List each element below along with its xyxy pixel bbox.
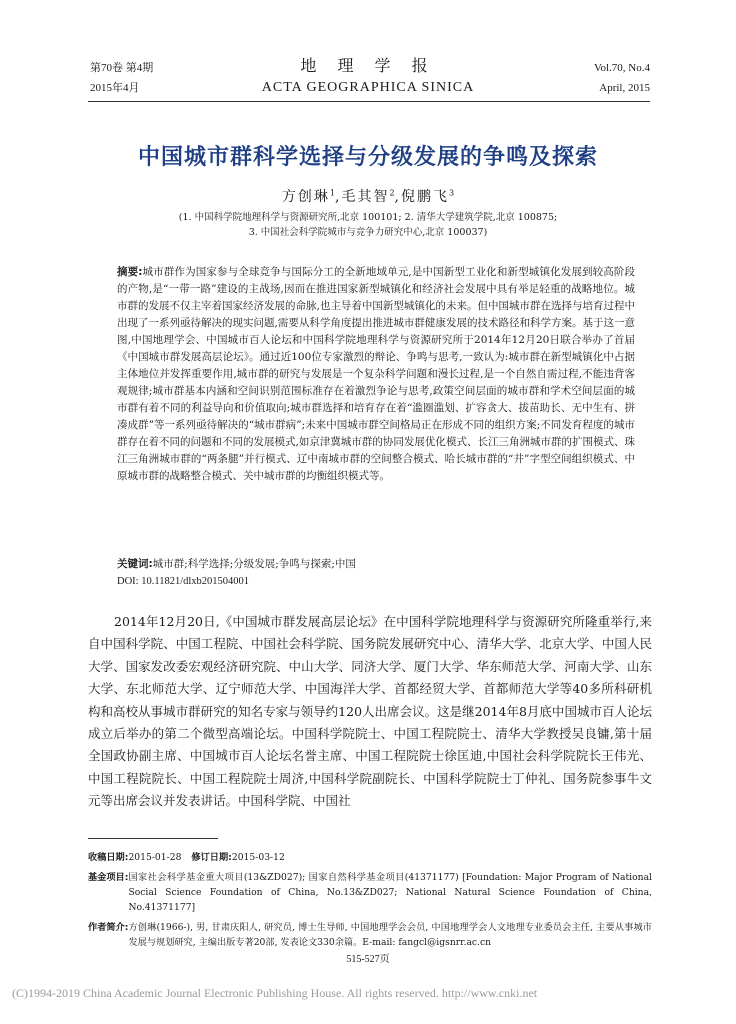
- author-affil-mark: 2: [389, 188, 395, 198]
- journal-name-cn: 地 理 学 报: [300, 56, 436, 75]
- header-divider: [88, 101, 650, 102]
- author-name: 毛其智: [341, 189, 390, 205]
- footnotes: [88, 850, 652, 950]
- received-label: 收稿日期:: [88, 852, 129, 863]
- footnote-dates: [88, 850, 652, 865]
- footnote-author: [88, 920, 652, 950]
- affiliation-line: (1. 中国科学院地理科学与资源研究所,北京 100101; 2. 清华大学建筑学院,北京 100875;: [178, 212, 558, 223]
- copyright-watermark: (C)1994-2019 China Academic Journal Electronic Publishing House. All rights reserved. http://www.cnki.net: [12, 986, 538, 1000]
- page-range: 515-527页: [346, 954, 390, 965]
- keywords-label: 关键词:: [117, 558, 153, 570]
- affiliations: [0, 210, 736, 240]
- keywords-text: 城市群;科学选择;分级发展;争鸣与探索;中国: [152, 558, 356, 570]
- author-list: 方创琳$^1$,毛其智$^2$,倪鹏飞$^3$: [281, 188, 455, 205]
- article-title: 中国城市群科学选择与分级发展的争鸣及探索: [137, 145, 598, 170]
- author-bio-label: 作者简介:: [88, 922, 129, 933]
- author-affil-mark: 3: [449, 188, 455, 198]
- doi: DOI: 10.11821/dlxb201504001: [117, 576, 250, 587]
- journal-volume-info: [594, 58, 650, 98]
- issue-date-en: April, 2015: [599, 82, 650, 94]
- issue-date-cn: 2015年4月: [90, 82, 140, 94]
- author-name: 倪鹏飞: [401, 189, 449, 205]
- affiliation-line: 3. 中国社会科学院城市与竞争力研究中心,北京 100037): [248, 227, 488, 238]
- abstract-text: 城市群作为国家参与全球竞争与国际分工的全新地域单元,是中国新型工业化和新型城镇化发展到较高阶段的产物,是“一带一路”建设的主战场,因而在推进国家新型城镇化和经济社会发展中具有举足轻重的战略地位。城市群的发展不仅主宰着国家经济发展的命脉,也主导着中国新型城镇化的未来。但中国城市群在选择与培育过程中出现了一系列亟待解决的现实问题,需要从科学角度提出推进城市群健康发展的技术路径和科学方案。基于这一意图,中国地理学会、中国城市百人论坛和中国科学院地理科学与资源研究所于2014年12月20日联合举办了首届《中国城市群发展高层论坛》。通过近100位专家激烈的辩论、争鸣与思考,一致认为:城市群在新型城镇化中占据主体地位并发挥重要作用,城市群的研究与发展是一个复杂科学问题和漫长过程,是一个自然自需过程,不能违背客观规律;城市群基本内涵和空间识别范围标准存在着激烈争论与思考,政策空间层面的城市群和学术空间层面的城市群有着不同的利益导向和价值取向;城市群选择和培育存在着“滥圈滥划、扩容贪大、拔苗助长、无中生有、拼凑成群”等一系列亟待解决的“城市群病”;未来中国城市群空间格局正在形成不同的组织方案;不同发育程度的城市群存在着不同的问题和不同的发展模式,如京津冀城市群的协同发展优化模式、长江三角洲城市群的扩围模式、珠江三角洲城市群的“两条腿”并行模式、辽中南城市群的空间整合模式、哈长城市群的“井”字型空间组织模式、中原城市群的战略整合模式、关中城市群的均衡组织模式等。: [117, 266, 635, 482]
- volume-en: Vol.70, No.4: [593, 62, 650, 74]
- author-affil-mark: 1: [329, 188, 335, 198]
- footnote-funding: [88, 870, 652, 915]
- revised-label: 修订日期:: [191, 852, 232, 863]
- footnote-divider: [88, 838, 218, 839]
- body-paragraph: 2014年12月20日,《中国城市群发展高层论坛》在中国科学院地理科学与资源研究所隆重举行,来自中国科学院、中国工程院、中国社会科学院、国务院发展研究中心、清华大学、北京大学、中国人民大学、国家发改委宏观经济研究院、中山大学、同济大学、厦门大学、华东师范大学、河南大学、山东大学、东北师范大学、辽宁师范大学、中国海洋大学、首都经贸大学、首都师范大学等40多所科研机构和高校从事城市群研究的知名专家与领导约120人出席会议。这是继2014年8月底中国城市百人论坛成立后举办的第二个微型高端论坛。中国科学院院士、中国工程院院士、清华大学教授吴良镛,第十届全国政协副主席、中国城市百人论坛名誉主席、中国工程院院士徐匡迪,中国社会科学院院长王伟光、中国工程院院长、中国工程院院士周济,中国科学院副院长、中国科学院院士丁仲礼、国务院参事牛文元等出席会议并发表讲话。中国科学院、中国社: [88, 614, 652, 809]
- abstract-label: 摘要:: [117, 266, 143, 278]
- volume-issue: 第70卷 第4期: [90, 62, 154, 74]
- journal-name-en: ACTA GEOGRAPHICA SINICA: [261, 80, 475, 95]
- abstract: [117, 264, 635, 485]
- funding-text: 国家社会科学基金重大项目(13&ZD027); 国家自然科学基金项目(41371177) [Foundation: Major Program of National Social Science Foundation of China, No.13&ZD027; National Natural Science Foundation of China, No.41371177]: [128, 872, 652, 913]
- author-name: 方创琳: [281, 189, 330, 205]
- keywords: [117, 556, 635, 573]
- author-bio-text: 方创琳(1966-), 男, 甘肃庆阳人, 研究员, 博士生导师, 中国地理学会会员, 中国地理学会人文地理专业委员会主任, 主要从事城市发展与规划研究, 主编出版专著20部, 发表论文330余篇。E-mail: fangcl@igsnrr.ac.cn: [128, 922, 652, 948]
- funding-label: 基金项目:: [88, 872, 129, 883]
- revised-date: 2015-03-12: [231, 852, 285, 863]
- received-date: 2015-01-28: [128, 852, 182, 863]
